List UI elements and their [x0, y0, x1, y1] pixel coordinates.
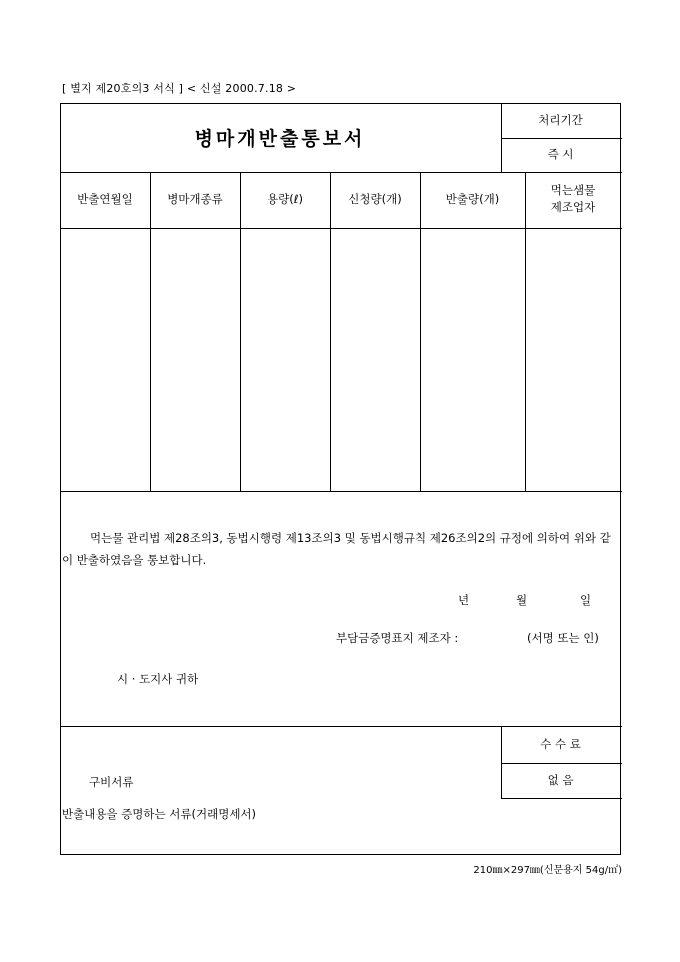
col-header-volume: 용량(ℓ) — [267, 191, 303, 206]
col-header-cap-type: 병마개종류 — [167, 191, 223, 206]
fee-bottom — [501, 798, 622, 799]
fee-label: 수 수 료 — [540, 737, 581, 751]
date-month: 월 — [516, 593, 528, 607]
processing-label: 처리기간 — [538, 112, 583, 127]
form-title: 병마개반출통보서 — [194, 127, 366, 150]
col-header-shipped: 반출량(개) — [445, 191, 500, 206]
col-header-date: 반출연월일 — [77, 191, 133, 206]
signature-label: (서명 또는 인) — [527, 631, 599, 645]
manufacturer-label: 부담금증명표지 제조자 : — [336, 631, 459, 645]
date-year: 년 — [458, 593, 470, 607]
fee-value: 없 음 — [547, 773, 574, 787]
processing-value: 즉 시 — [547, 146, 574, 161]
table-body-bottom — [61, 491, 622, 492]
column-header-bottom — [61, 228, 622, 229]
recipient: 시 · 도지사 귀하 — [117, 672, 199, 686]
col-header-manufacturer: 먹는샘물 제조업자 — [550, 183, 596, 214]
col-header-requested: 신청량(개) — [348, 191, 402, 206]
form-header: [ 별지 제20호의3 서식 ] < 신설 2000.7.18 > — [62, 82, 297, 95]
statement-text: 먹는물 관리법 제28조의3, 동법시행령 제13조의3 및 동법시행규칙 제26조의2의 규정에 의하여 위와 같이 반출하였음을 통보합니다. — [62, 531, 611, 567]
date-day: 일 — [580, 593, 592, 607]
paper-spec: 210㎜×297㎜(신문용지 54g/㎡) — [473, 865, 622, 876]
documents-item: 반출내용을 증명하는 서류(거래명세서) — [62, 807, 257, 821]
documents-label: 구비서류 — [89, 775, 134, 789]
